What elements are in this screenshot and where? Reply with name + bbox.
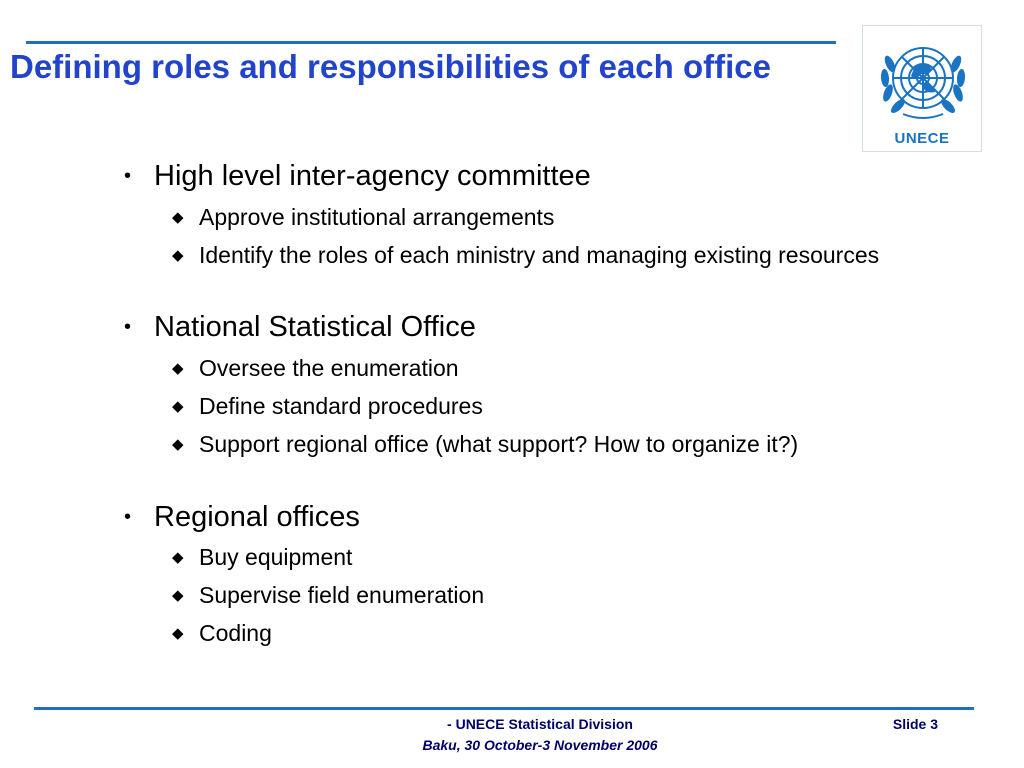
round-bullet-icon: • (124, 316, 132, 338)
list-item-text: Oversee the enumeration (199, 355, 459, 381)
list-item (124, 500, 360, 534)
diamond-bullet-icon: ◆ (172, 398, 184, 415)
list-item (172, 202, 919, 233)
list-item (172, 542, 919, 573)
list-item (172, 391, 919, 422)
list-item (124, 159, 591, 193)
slide-number: Slide 3 (892, 716, 938, 732)
list-item-text: Buy equipment (199, 544, 353, 570)
list-item (172, 240, 919, 271)
list-item-text: Coding (199, 620, 272, 646)
list-item-text: Supervise field enumeration (199, 582, 485, 608)
list-item (172, 353, 919, 384)
footer-divider (34, 707, 974, 710)
diamond-bullet-icon: ◆ (172, 247, 184, 264)
footer-date: Baku, 30 October-3 November 2006 (422, 737, 658, 753)
round-bullet-icon: • (124, 165, 132, 187)
section-heading: High level inter-agency committee (154, 160, 591, 192)
list-item-text: Define standard procedures (199, 393, 483, 419)
list-item (172, 618, 919, 649)
list-item (172, 580, 919, 611)
list-item-text: Support regional office (what support? How to organize it?) (199, 431, 799, 457)
round-bullet-icon: • (124, 506, 132, 528)
list-item (172, 429, 919, 460)
diamond-bullet-icon: ◆ (172, 360, 184, 377)
diamond-bullet-icon: ◆ (172, 436, 184, 453)
list-item-text: Identify the roles of each ministry and managing existing resources (199, 242, 880, 268)
section-heading: National Statistical Office (154, 311, 476, 343)
diamond-bullet-icon: ◆ (172, 549, 184, 566)
list-item (124, 310, 476, 344)
diamond-bullet-icon: ◆ (172, 209, 184, 226)
diamond-bullet-icon: ◆ (172, 587, 184, 604)
logo-text: UNECE (894, 130, 950, 147)
list-item-text: Approve institutional arrangements (199, 204, 555, 230)
diamond-bullet-icon: ◆ (172, 625, 184, 642)
section-heading: Regional offices (154, 501, 360, 533)
slide-title: Defining roles and responsibilities of each office (10, 48, 771, 85)
footer-organization: - UNECE Statistical Division (447, 716, 633, 732)
